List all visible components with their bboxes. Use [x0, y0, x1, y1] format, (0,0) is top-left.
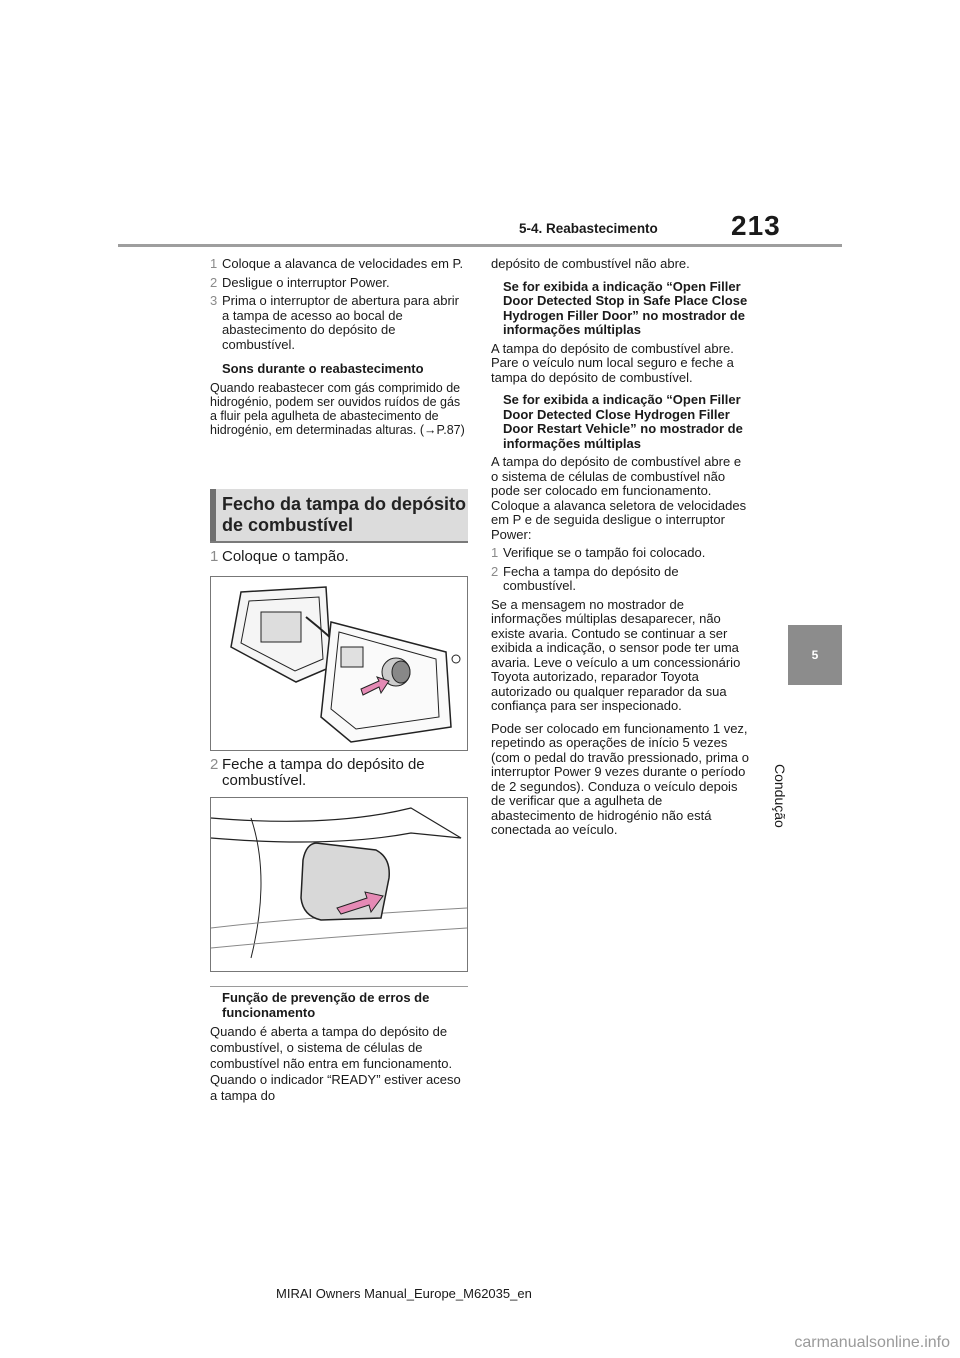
step-text: Coloque o tampão.	[222, 548, 349, 565]
figure-fuel-cap	[210, 576, 468, 751]
step-number: 2	[210, 756, 219, 773]
step-item	[210, 276, 466, 291]
step-text: Verifique se o tampão foi colocado.	[503, 545, 706, 560]
right-column	[491, 257, 749, 838]
step-item	[491, 546, 749, 561]
section-title: Fecho da tampa do depósito de combustível	[222, 494, 467, 535]
header-rule	[118, 244, 842, 247]
message-paragraph-4: Pode ser colocado em funcionamento 1 vez, repetindo as operações de início 5 vezes (com o pedal do travão pressionado, prima o interruptor Power 9 vezes durante o período de 2 segundos). Conduza o veículo depois de verificar que a agulheta de abastecimento de hidrogénio não está conectada ao veículo.	[491, 720, 749, 837]
step-number: 2	[210, 274, 218, 290]
chapter-label	[772, 692, 808, 828]
step-text: Fecha a tampa do depósito de combustível.	[503, 563, 679, 593]
section-header-title: 5-4. Reabastecimento	[519, 221, 658, 236]
continuation-text: depósito de combustível não abre.	[491, 256, 690, 271]
divider	[210, 986, 468, 987]
close-step-1	[210, 549, 466, 569]
footer-text: MIRAI Owners Manual_Europe_M62035_en	[276, 1286, 532, 1301]
step-number: 1	[210, 256, 218, 271]
chapter-tab: 5	[788, 625, 842, 685]
fuel-door-closing-illustration-icon	[211, 798, 467, 971]
step-number: 1	[210, 548, 219, 565]
fuel-cap-illustration-icon	[211, 577, 467, 750]
step-item	[491, 565, 749, 594]
prevention-block	[210, 991, 468, 1104]
section-title-bar	[210, 489, 216, 541]
step-number: 1	[491, 545, 499, 560]
sounds-text: Quando reabastecer com gás comprimido de hidrogénio, podem ser ouvidos ruídos de gás a fluir pela agulheta de abastecimento de hidrogénio, em determinadas alturas. (→P.87)	[210, 380, 465, 437]
step-number: 2	[491, 563, 499, 579]
section-title-box	[210, 489, 468, 543]
step-text: Desligue o interruptor Power.	[222, 274, 390, 290]
sounds-heading: Sons durante o reabastecimento	[222, 361, 424, 376]
close-step-2	[210, 757, 466, 793]
prevention-heading: Função de prevenção de erros de funcionamento	[222, 990, 430, 1020]
message-paragraph-3: Se a mensagem no mostrador de informações múltiplas desaparecer, não existe avaria. Contudo se continuar a ser exibida a indicação, o sensor pode ter uma avaria. Leve o veículo a um concessionário Toyota autorizado, reparador Toyota autorizado ou qualquer reparador da sua confiança para ser inspecionado.	[491, 596, 741, 713]
message-paragraph-1: A tampa do depósito de combustível abre. Pare o veículo num local seguro e feche a tampa do depósito de combustível.	[491, 340, 734, 385]
step-number: 3	[210, 293, 218, 308]
message-paragraph-2: A tampa do depósito de combustível abre e o sistema de células de combustível não pode ser colocado em funcionamento. Coloque a alavanca seletora de velocidades em P e de seguida desligue o interruptor Power:	[491, 454, 747, 542]
page-number: 213	[731, 210, 781, 241]
message-heading-2: Se for exibida a indicação “Open Filler Door Detected Close Hydrogen Filler Door Restart Vehicle” no mostrador de informações múltiplas	[503, 392, 743, 451]
watermark: carmanualsonline.info	[794, 1334, 950, 1351]
step-text: Coloque a alavanca de velocidades em P.	[222, 256, 464, 271]
step-text: Feche a tampa do depósito de combustível.	[222, 756, 425, 789]
left-column-top	[210, 257, 466, 437]
step-item	[210, 294, 466, 352]
chapter-label-text: Condução	[772, 764, 788, 828]
prevention-text: Quando é aberta a tampa do depósito de combustível, o sistema de células de combustível não entra em funcionamento. Quando o indicador “READY” estiver aceso a tampa do	[210, 1024, 461, 1103]
step-text: Prima o interruptor de abertura para abrir a tampa de acesso ao bocal de abastecimento do depósito de combustível.	[222, 293, 460, 352]
message-heading-1: Se for exibida a indicação “Open Filler Door Detected Stop in Safe Place Close Hydrogen Filler Door” no mostrador de informações múltiplas	[503, 278, 748, 337]
step-item	[210, 257, 466, 272]
figure-fuel-door	[210, 797, 468, 972]
